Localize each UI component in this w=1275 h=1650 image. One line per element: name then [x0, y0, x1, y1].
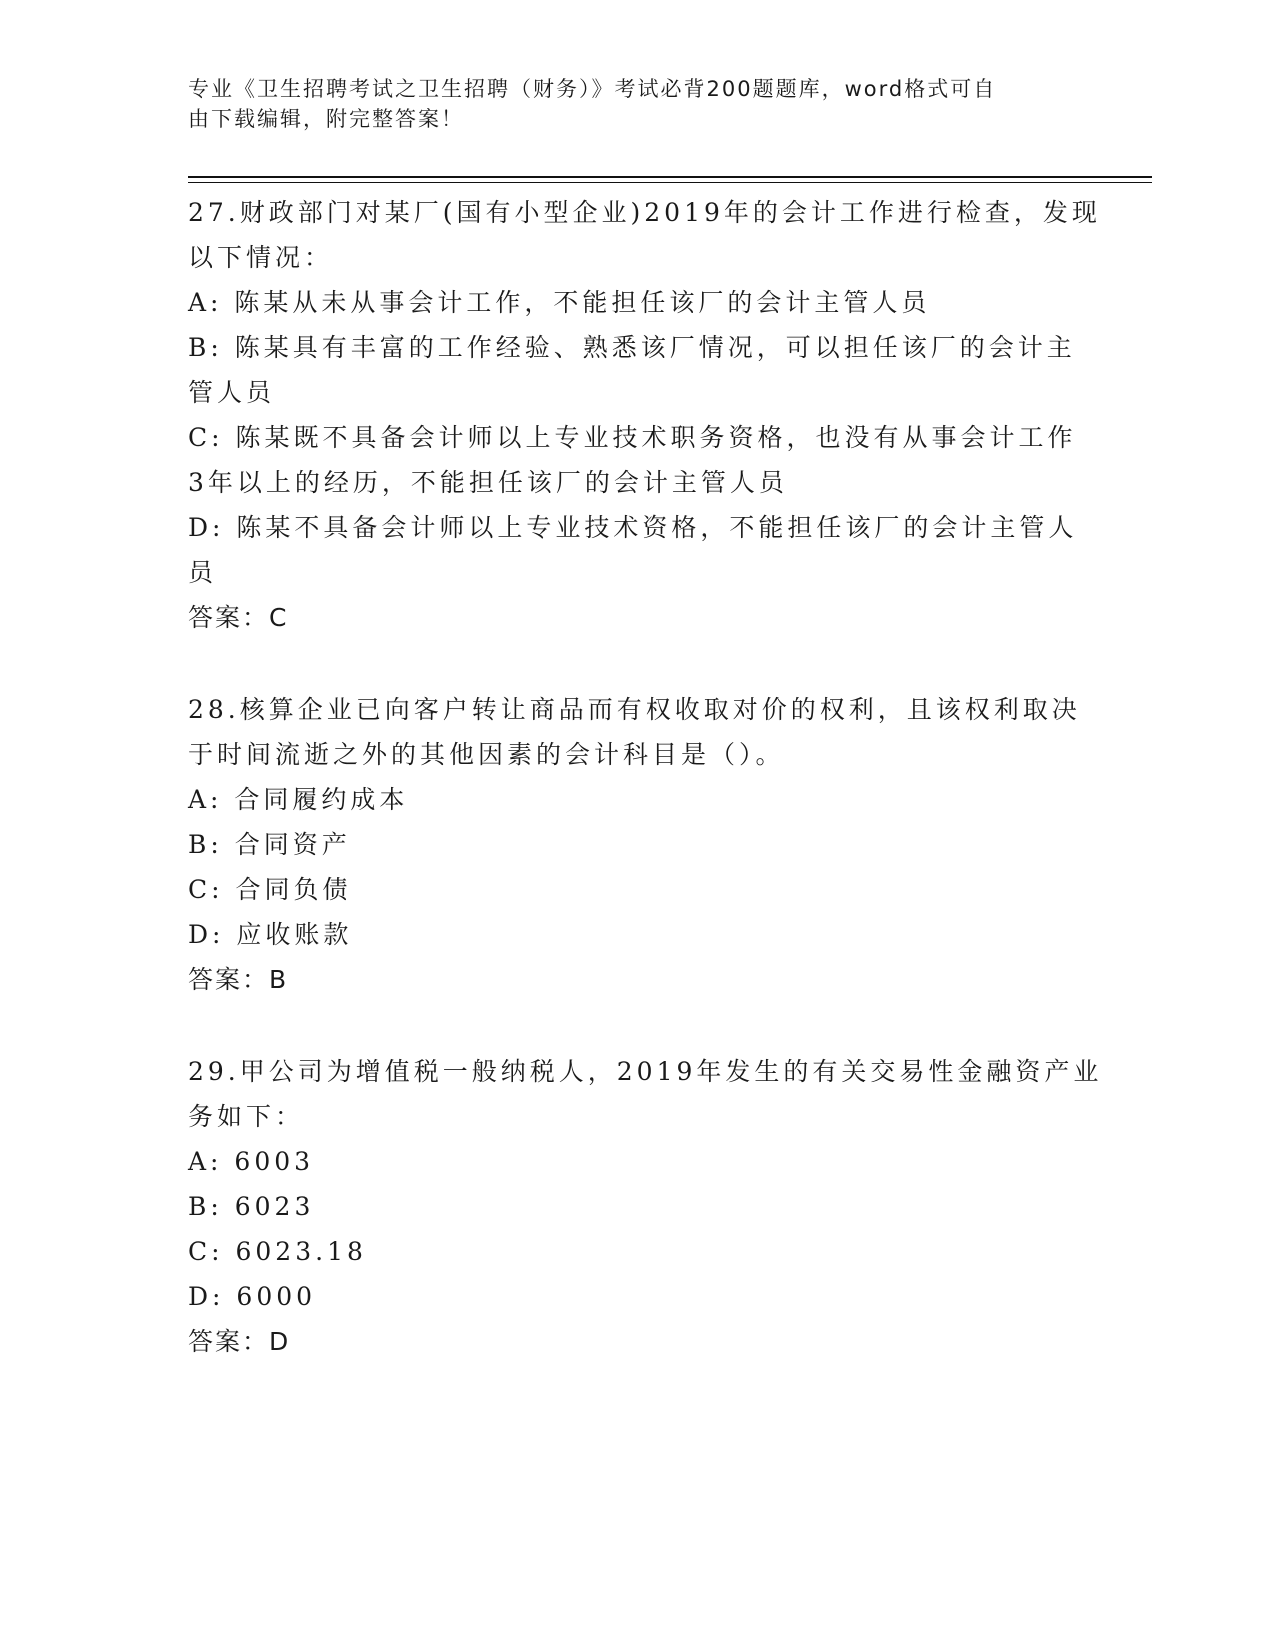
option-d [188, 505, 1088, 595]
question-29 [188, 1049, 1103, 1364]
option-a [188, 280, 1088, 325]
option-c [188, 1229, 1088, 1274]
option-line: D: 陈某不具备会计师以上专业技术资格，不能担任该厂的会计主管人 [188, 513, 1078, 542]
stem-line: 27.财政部门对某厂(国有小型企业)2019年的会计工作进行检查，发现 [188, 198, 1101, 227]
option-line: B: 6023 [188, 1192, 315, 1221]
question-spacer [188, 1002, 1088, 1049]
option-line: A: 合同履约成本 [188, 785, 409, 814]
question-27 [188, 190, 1101, 640]
document-header [188, 74, 1068, 134]
option-d [188, 1274, 1088, 1319]
question-spacer [188, 640, 1088, 687]
question-stem [188, 190, 1101, 280]
answer-line: 答案：C [188, 603, 289, 632]
header-divider-thin [188, 182, 1152, 183]
stem-line: 务如下： [188, 1102, 305, 1131]
option-c [188, 415, 1088, 505]
stem-line: 28.核算企业已向客户转让商品而有权收取对价的权利，且该权利取决 [188, 695, 1081, 724]
option-line: C: 6023.18 [188, 1237, 367, 1266]
option-line: D: 应收账款 [188, 920, 353, 949]
option-line: A: 6003 [188, 1147, 315, 1176]
option-b [188, 822, 1088, 867]
option-d [188, 912, 1088, 957]
option-line: A: 陈某从未从事会计工作，不能担任该厂的会计主管人员 [188, 288, 931, 317]
option-c [188, 867, 1088, 912]
option-line: 管人员 [188, 378, 276, 407]
option-line: 3年以上的经历，不能担任该厂的会计主管人员 [188, 468, 788, 497]
answer-line: 答案：B [188, 965, 289, 994]
question-list [188, 190, 1103, 1364]
stem-line: 以下情况： [188, 243, 334, 272]
option-line: D: 6000 [188, 1282, 317, 1311]
option-line: C: 陈某既不具备会计师以上专业技术职务资格，也没有从事会计工作 [188, 423, 1077, 452]
stem-line: 于时间流逝之外的其他因素的会计科目是（）。 [188, 740, 785, 769]
question-stem [188, 1049, 1103, 1139]
answer-line: 答案：D [188, 1327, 291, 1356]
option-line: 员 [188, 558, 218, 587]
question-stem [188, 687, 1088, 777]
question-28 [188, 687, 1088, 1002]
option-b [188, 1184, 1088, 1229]
option-line: C: 合同负债 [188, 875, 352, 904]
option-a [188, 777, 1088, 822]
stem-line: 29.甲公司为增值税一般纳税人，2019年发生的有关交易性金融资产业 [188, 1057, 1103, 1086]
option-a [188, 1139, 1088, 1184]
header-divider-thick [188, 176, 1152, 178]
header-line-1: 专业《卫生招聘考试之卫生招聘（财务）》考试必背200题题库，word格式可自 [188, 77, 997, 101]
option-line: B: 陈某具有丰富的工作经验、熟悉该厂情况，可以担任该厂的会计主 [188, 333, 1076, 362]
header-line-2: 由下载编辑，附完整答案！ [188, 107, 464, 131]
option-line: B: 合同资产 [188, 830, 351, 859]
option-b [188, 325, 1088, 415]
